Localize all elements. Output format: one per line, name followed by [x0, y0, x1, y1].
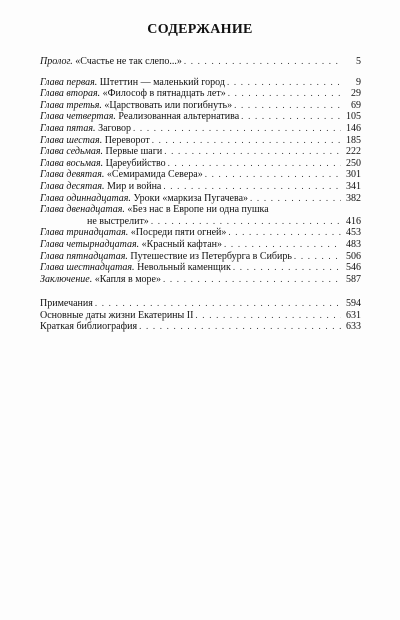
entry-page: 631: [346, 309, 361, 321]
toc-entry-chapter: [40, 158, 361, 170]
entry-page: 9: [356, 76, 361, 88]
toc-entry-chapter-continued: [40, 216, 361, 228]
entry-title: «Семирамида Севера»: [106, 169, 203, 181]
entry-kind: Заключение.: [40, 273, 93, 285]
entry-title: Невольный каменщик: [137, 262, 231, 274]
entry-kind: Глава десятая.: [40, 180, 105, 192]
entry-page: 587: [346, 273, 361, 285]
entry-title: «Капля в море»: [94, 273, 161, 285]
toc-entry-chapter: [40, 181, 361, 193]
dot-leader: [133, 123, 341, 135]
toc-entry-chapter: [40, 251, 361, 263]
toc-entry-chapter: [40, 274, 361, 286]
entry-title: «Красный кафтан»: [141, 238, 223, 250]
entry-title: Мир и война: [106, 180, 162, 192]
entry-kind: Глава пятнадцатая.: [40, 250, 128, 262]
entry-kind: Глава седьмая.: [40, 146, 104, 158]
entry-title: «Царствовать или погибнуть»: [104, 99, 233, 111]
entry-title: «Философ в пятнадцать лет»: [102, 88, 226, 100]
entry-title: «Посреди пяти огней»: [130, 227, 227, 239]
entry-page: 453: [346, 227, 361, 239]
toc-entry-chapter: [40, 193, 361, 205]
toc-entry-chapter: [40, 204, 361, 216]
toc-entry-chapter: [40, 262, 361, 274]
dot-leader: [250, 193, 341, 205]
entry-page: 29: [351, 88, 361, 100]
entry-page: 250: [346, 157, 361, 169]
toc-entry-chapter: [40, 227, 361, 239]
entry-title: Цареубийство: [105, 157, 166, 169]
entry-page: 146: [346, 122, 361, 134]
entry-title-continued: не выстрелит»: [87, 215, 149, 227]
entry-kind: Глава вторая.: [40, 88, 101, 100]
dot-leader: [241, 111, 341, 123]
toc-entry-chapter: [40, 135, 361, 147]
entry-kind: Глава шестая.: [40, 134, 103, 146]
entry-title: Примечания: [40, 298, 93, 310]
entry-page: 69: [351, 99, 361, 111]
dot-leader: [151, 216, 341, 228]
entry-page: 546: [346, 262, 361, 274]
entry-kind: Глава первая.: [40, 76, 98, 88]
dot-leader: [163, 181, 341, 193]
page-title: СОДЕРЖАНИЕ: [147, 22, 253, 37]
entry-kind: Глава девятая.: [40, 169, 105, 181]
entry-kind: Глава четвертая.: [40, 111, 116, 123]
entry-kind: Глава третья.: [40, 99, 102, 111]
dot-leader: [228, 227, 341, 239]
entry-title: Уроки «маркиза Пугачева»: [133, 192, 249, 204]
entry-page: 301: [346, 169, 361, 181]
entry-page: 5: [356, 56, 361, 67]
entry-title: «Счастье не так слепо...»: [75, 56, 182, 67]
entry-page: 633: [346, 321, 361, 333]
toc-entry-appendix: [40, 298, 361, 310]
entry-page: 341: [346, 180, 361, 192]
entry-kind: Глава четырнадцатая.: [40, 238, 140, 250]
entry-page: 382: [346, 192, 361, 204]
dot-leader: [184, 56, 341, 68]
dot-leader: [224, 239, 341, 251]
entry-page: 506: [346, 250, 361, 262]
entry-title: Заговор: [98, 122, 132, 134]
entry-page: 483: [346, 238, 361, 250]
dot-leader: [95, 298, 341, 310]
toc-entry-appendix: [40, 310, 361, 322]
dot-leader: [228, 88, 341, 100]
dot-leader: [152, 135, 341, 147]
toc-entry-chapter: [40, 146, 361, 158]
entry-title: Путешествие из Петербурга в Сибирь: [130, 250, 292, 262]
entry-kind: Глава пятая.: [40, 122, 96, 134]
entry-page: 185: [346, 134, 361, 146]
dot-leader: [163, 274, 341, 286]
entry-title: Основные даты жизни Екатерины II: [40, 309, 194, 321]
show-through-text: [22, 330, 362, 406]
entry-page: 594: [346, 298, 361, 310]
dot-leader: [294, 251, 341, 263]
toc-entry-chapter: [40, 77, 361, 89]
entry-kind: Глава шестнадцатая.: [40, 262, 135, 274]
entry-kind: Глава тринадцатая.: [40, 227, 129, 239]
toc-entry-appendix: [40, 321, 361, 333]
toc-entry-prologue: [40, 56, 361, 68]
table-of-contents: [40, 56, 361, 333]
entry-title: «Без нас в Европе ни одна пушка: [127, 204, 269, 216]
entry-title: Переворот: [104, 134, 150, 146]
entry-title: Штеттин — маленький город: [99, 76, 225, 88]
dot-leader: [205, 169, 341, 181]
dot-leader: [168, 158, 341, 170]
entry-kind: Глава одиннадцатая.: [40, 192, 131, 204]
dot-leader: [195, 310, 341, 322]
entry-title: Краткая библиография: [40, 321, 138, 333]
dot-leader: [139, 321, 341, 333]
entry-kind: Глава восьмая.: [40, 157, 104, 169]
entry-page: 105: [346, 111, 361, 123]
toc-entry-chapter: [40, 100, 361, 112]
entry-kind: Глава двенадцатая.: [40, 204, 125, 216]
toc-entry-chapter: [40, 169, 361, 181]
entry-page: 222: [346, 146, 361, 158]
dot-leader: [234, 100, 341, 112]
entry-kind: Пролог.: [40, 56, 73, 67]
dot-leader: [233, 262, 341, 274]
toc-entry-chapter: [40, 111, 361, 123]
entry-title: Первые шаги: [105, 146, 163, 158]
toc-entry-chapter: [40, 88, 361, 100]
entry-page: 416: [346, 215, 361, 227]
toc-entry-chapter: [40, 123, 361, 135]
dot-leader: [227, 77, 341, 89]
dot-leader: [164, 146, 341, 158]
entry-title: Реализованная альтернатива: [118, 111, 240, 123]
toc-entry-chapter: [40, 239, 361, 251]
